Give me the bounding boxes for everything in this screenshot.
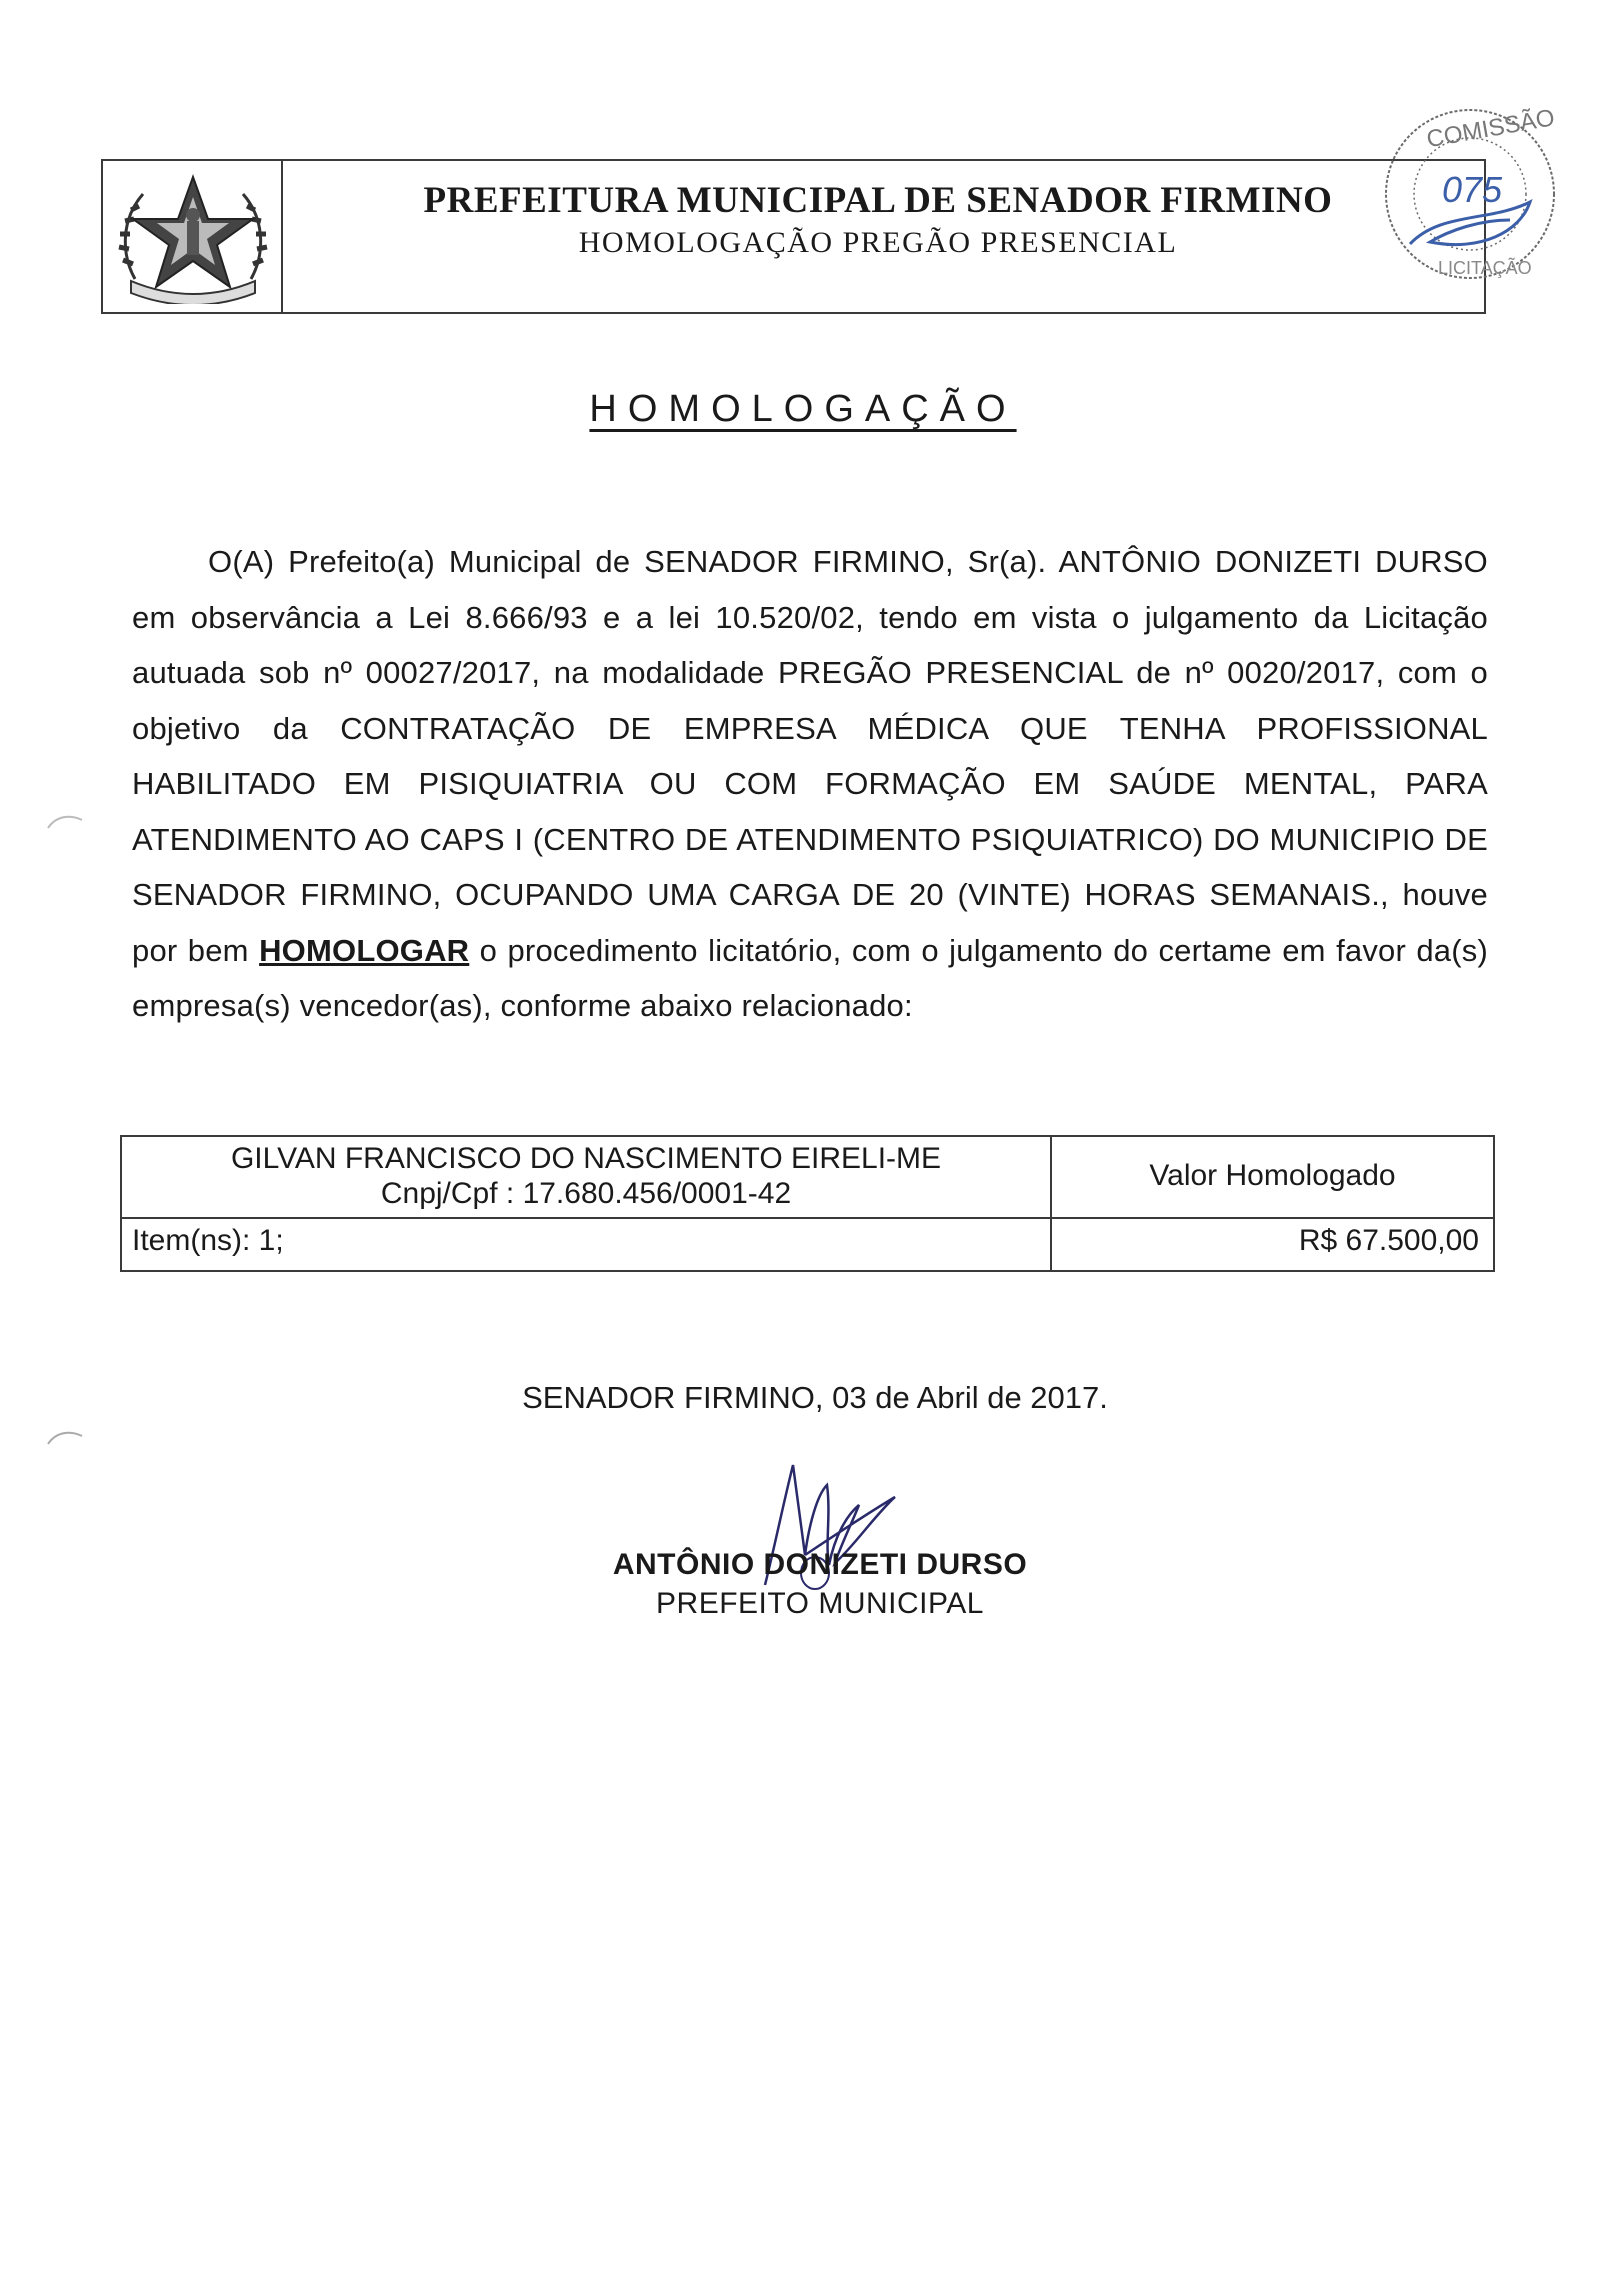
homologation-body (132, 534, 1488, 1034)
letterhead (101, 159, 1486, 314)
svg-text:COMISSÃO: COMISSÃO (1424, 104, 1557, 154)
company-name: GILVAN FRANCISCO DO NASCIMENTO EIRELI-ME (230, 1142, 942, 1175)
company-id: Cnpj/Cpf : 17.680.456/0001-42 (380, 1177, 792, 1210)
table-divider-vertical (1050, 1137, 1052, 1270)
place-date: SENADOR FIRMINO, 03 de Abril de 2017. (522, 1380, 1108, 1415)
signer-name: ANTÔNIO DONIZETI DURSO (612, 1548, 1028, 1581)
value-cell: R$ 67.500,00 (1298, 1224, 1479, 1257)
svg-text:LICITAÇÃO: LICITAÇÃO (1438, 258, 1532, 278)
crest-cell (103, 161, 283, 312)
table-divider-horizontal (122, 1217, 1493, 1219)
punch-hole-mark (46, 1424, 86, 1464)
municipality-title: PREFEITURA MUNICIPAL DE SENADOR FIRMINO (423, 180, 1333, 221)
commission-stamp-icon (1370, 102, 1570, 292)
document-title: HOMOLOGAÇÃO (589, 388, 1017, 430)
items-cell: Item(ns): 1; (132, 1224, 284, 1257)
document-subtitle: HOMOLOGAÇÃO PREGÃO PRESENCIAL (578, 226, 1178, 259)
punch-hole-mark (46, 808, 86, 848)
body-emphasis: HOMOLOGAR (259, 932, 470, 968)
svg-text:075: 075 (1442, 169, 1503, 210)
signer-role: PREFEITO MUNICIPAL (656, 1587, 984, 1620)
body-text-before: O(A) Prefeito(a) Municipal de SENADOR FIRMINO, Sr(a). ANTÔNIO DONIZETI DURSO em observância a Lei 8.666/93 e a lei 10.520/02, tendo em vista o julgamento da Licitação autuada sob nº 00027/2017, na modalidade PREGÃO PRESENCIAL de nº 0020/2017, com o objetivo da CONTRATAÇÃO DE EMPRESA MÉDICA QUE TENHA PROFISSIONAL HABILITADO EM PISIQUIATRIA OU COM FORMAÇÃO EM SAÚDE MENTAL, PARA ATENDIMENTO AO CAPS I (CENTRO DE ATENDIMENTO PSIQUIATRICO) DO MUNICIPIO DE SENADOR FIRMINO, OCUPANDO UMA CARGA DE 20 (VINTE) HORAS SEMANAIS., houve por bem (132, 544, 1488, 968)
state-coat-of-arms-icon (113, 169, 273, 304)
body-text-after: o procedimento licitatório, com o julgamento do certame em favor da(s) empresa(s) vencedor(as), conforme abaixo relacionado: (132, 932, 1488, 1023)
value-header: Valor Homologado (1149, 1159, 1396, 1192)
result-table (120, 1135, 1495, 1272)
